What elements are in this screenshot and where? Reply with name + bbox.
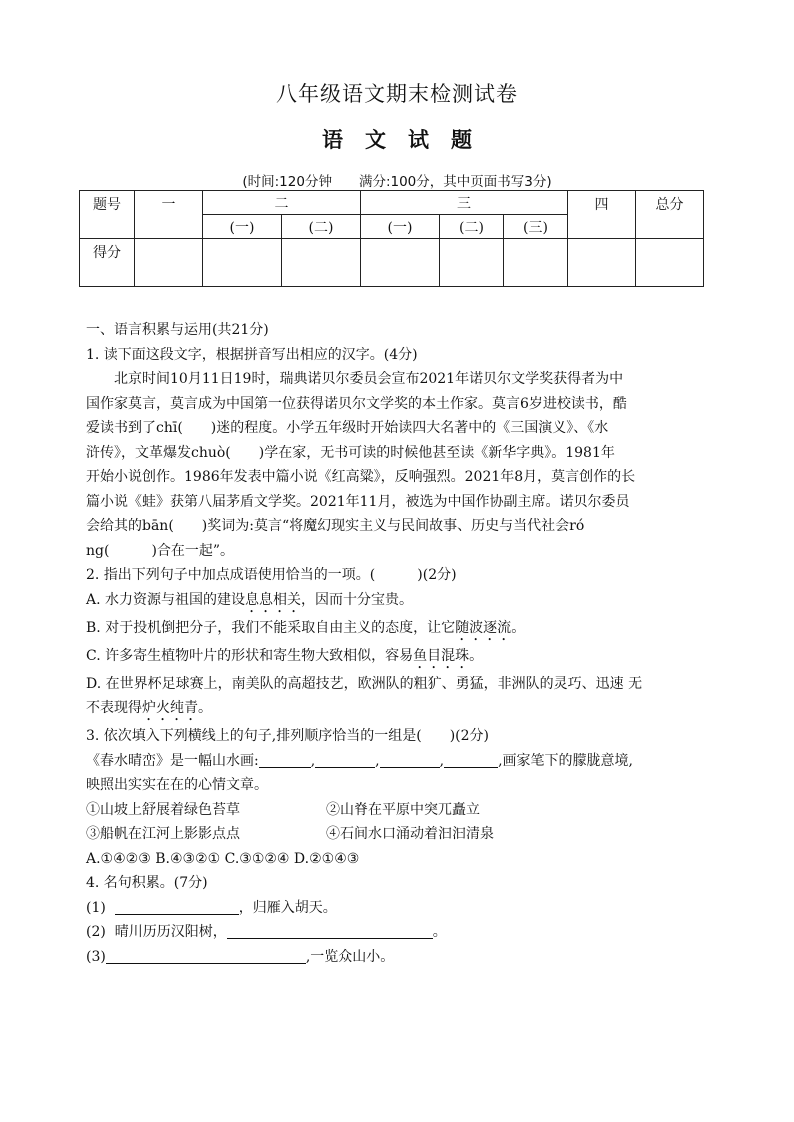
sentence-option: ③船帆在江河上影影点点 (86, 826, 240, 842)
score-cell[interactable] (282, 239, 361, 287)
option-text: 。 (511, 619, 526, 636)
q3-text-end: ,画家笔下的朦胧意境, (498, 752, 633, 769)
exam-title: 八年级语文期末检测试卷 (276, 82, 518, 106)
score-table (79, 190, 704, 287)
option-d[interactable] (86, 672, 706, 697)
quote-item-2 (86, 920, 706, 945)
answer-blank[interactable] (444, 751, 498, 768)
answer-blank[interactable] (106, 947, 306, 964)
option-text: 不表现得 (86, 700, 142, 716)
item-number: (1) (86, 899, 106, 916)
option-text: D. 在世界杯足球赛上，南美队的高超技艺，欧洲队的粗犷、勇猛，非洲队的灵巧、迅速 无 (86, 675, 643, 692)
passage-line: 浒传》，文革爆发chuò( )学在家，无书可读的时候他甚至读《新华字典》。1981年 (86, 444, 615, 461)
header-cell-part1: 一 (135, 191, 203, 239)
item-number: (3) (86, 948, 106, 965)
sub-cell: (一) (203, 215, 282, 239)
passage-line: ng( )合在一起”。 (86, 542, 235, 559)
sub-cell: (一) (361, 215, 440, 239)
dotted-idiom: 息息相关 (245, 591, 302, 608)
dotted-idiom: 鱼目混珠 (413, 647, 470, 664)
passage-line: 开始小说创作。1986年发表中篇小说《红高粱》，反响强烈。2021年8月，莫言创作的长 (86, 469, 636, 485)
header-cell-part2: 二 (203, 191, 361, 215)
option-text: B. 对于投机倒把分子，我们不能采取自由主义的态度，让它 (86, 619, 456, 636)
option-a[interactable] (86, 588, 706, 616)
option-d-continued[interactable] (86, 696, 706, 724)
sub-cell: (三) (504, 215, 568, 239)
time-info: (时间:120分钟 满分:100分，其中页面书写3分) (242, 174, 552, 190)
score-cell[interactable] (203, 239, 282, 287)
passage-line: 篇小说《蛙》获第八届茅盾文学奖。2021年11月，被选为中国作协副主席。诺贝尔委员 (86, 493, 630, 510)
header-cell-number: 题号 (80, 191, 135, 239)
score-cell[interactable] (440, 239, 504, 287)
quote-text: 。 (432, 924, 447, 940)
answer-blank[interactable] (259, 751, 311, 768)
exam-content (86, 318, 706, 969)
section-heading: 一、语言积累与运用(共21分) (86, 322, 269, 338)
score-cell[interactable] (135, 239, 203, 287)
answer-blank[interactable] (227, 922, 433, 939)
option-text: C. 许多寄生植物叶片的形状和寄生物大致相似，容易 (86, 647, 414, 664)
header-cell-part3: 三 (361, 191, 568, 215)
question-1-stem: 1. 读下面这段文字，根据拼音写出相应的汉字。(4分) (86, 346, 418, 363)
score-cell[interactable] (504, 239, 568, 287)
option-text: ，因而十分宝贵。 (301, 591, 414, 608)
option-text: 。 (469, 647, 484, 664)
quote-text: ，归雁入胡天。 (238, 899, 337, 916)
dotted-idiom: 随波逐流 (455, 619, 512, 636)
question-4-stem: 4. 名句积累。(7分) (86, 875, 208, 891)
passage-line: 国作家莫言，莫言成为中国第一位获得诺贝尔文学奖的本土作家。莫言6岁进校读书，酷 (86, 395, 627, 412)
quote-text: 晴川历历汉阳树， (114, 924, 227, 940)
option-text: 。 (198, 700, 212, 716)
item-number: (2) (86, 924, 106, 940)
option-b[interactable] (86, 616, 706, 644)
quote-item-1 (86, 896, 706, 921)
header-cell-part4: 四 (568, 191, 636, 239)
question-3-text: 《春水晴峦》是一幅山水画: , , , ,画家笔下的朦胧意境, (86, 752, 633, 769)
exam-subtitle: 语文试题 (322, 127, 494, 152)
passage-line: 爱读书到了chī( )迷的程度。小学五年级时开始读四大名著中的《三国演义》、《水 (86, 420, 609, 436)
answer-blank[interactable] (380, 751, 440, 768)
quote-item-3 (86, 945, 706, 970)
quote-text: ,一览众山小。 (305, 948, 395, 965)
question-3-stem: 3. 依次填入下列横线上的句子,排列顺序恰当的一组是( )(2分) (86, 728, 490, 744)
option-row (86, 798, 706, 823)
passage-line: 北京时间10月11日19时，瑞典诺贝尔委员会宣布2021年诺贝尔文学奖获得者为中 (114, 371, 624, 387)
sentence-option: ②山脊在平原中突兀矗立 (326, 801, 480, 818)
score-row-label: 得分 (80, 239, 135, 287)
sub-cell: (二) (440, 215, 504, 239)
option-row (86, 822, 706, 847)
question-2-stem: 2. 指出下列句子中加点成语使用恰当的一项。( )(2分) (86, 567, 457, 583)
option-text: A. 水力资源与祖国的建设 (86, 591, 246, 608)
option-c[interactable] (86, 644, 706, 672)
answer-blank[interactable] (315, 751, 375, 768)
question-3-text-2: 映照出实实在在的心情文章。 (86, 777, 268, 793)
header-cell-total: 总分 (636, 191, 704, 239)
score-cell[interactable] (361, 239, 440, 287)
score-cell[interactable] (636, 239, 704, 287)
answer-blank[interactable] (115, 898, 239, 915)
q3-text-start: 《春水晴峦》是一幅山水画: (86, 752, 259, 769)
sub-cell: (二) (282, 215, 361, 239)
sentence-option: ①山坡上舒展着绿色苔草 (86, 801, 240, 818)
dotted-idiom: 炉火纯青 (142, 700, 198, 716)
score-cell[interactable] (568, 239, 636, 287)
answer-choices: A.①④②③ B.④③②① C.③①②④ D.②①④③ (86, 850, 360, 867)
sentence-option: ④石间水口涌动着汩汩清泉 (326, 826, 494, 842)
passage-line: 会给其的bān( )奖词为:莫言“将魔幻现实主义与民间故事、历史与当代社会ró (86, 518, 585, 534)
